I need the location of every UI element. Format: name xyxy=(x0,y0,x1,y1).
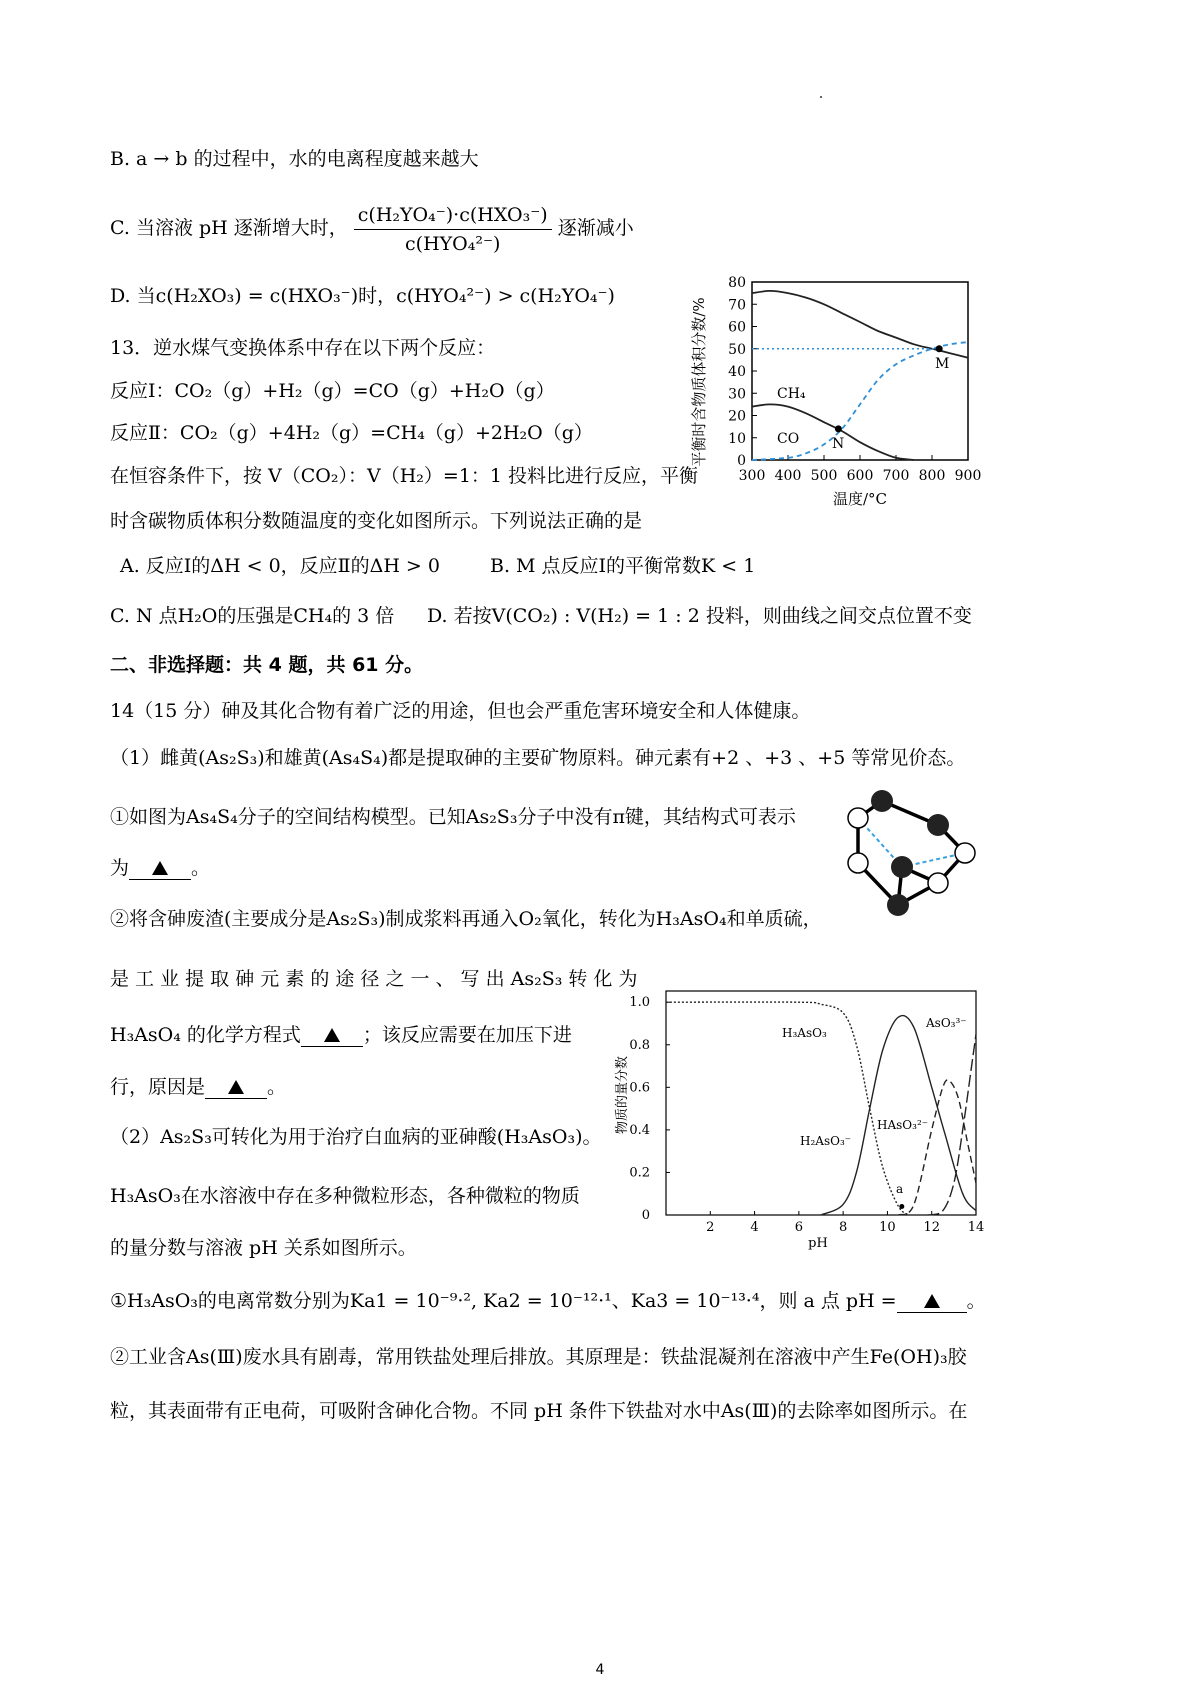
chart1-label-ch4: CH₄ xyxy=(777,386,806,402)
chart2-label-h2aso3: H₂AsO₃⁻ xyxy=(800,1134,852,1148)
q12-c-fraction xyxy=(354,203,552,256)
chart1-xtick-label: 500 xyxy=(810,468,838,484)
q14-part2-b: H₃AsO₃在水溶液中存在多种微粒形态，各种微粒的物质 xyxy=(110,1185,580,1207)
chart1-ytick-label: 50 xyxy=(728,341,746,358)
q14-part2-2b: 粒，其表面带有正电荷，可吸附含砷化合物。不同 pH 条件下铁盐对水中As(Ⅲ)的去除率如图所示。在 xyxy=(110,1400,968,1422)
q14-part1-2a: ②将含砷废渣(主要成分是As₂S₃)制成浆料再通入O₂氧化，转化为H₃AsO₄和单质硫， xyxy=(110,908,822,930)
q12-c-numerator: c(H₂YO₄⁻)·c(HXO₃⁻) xyxy=(354,203,552,230)
q12-c-prefix: C. 当溶液 pH 逐渐增大时， xyxy=(110,217,348,239)
q13-option-d: D. 若按V(CO₂) : V(H₂) = 1 : 2 投料，则曲线之间交点位置不变 xyxy=(427,605,972,627)
q12-c-suffix: 逐渐减小 xyxy=(557,217,634,239)
q12-option-d: D. 当c(H₂XO₃) = c(HXO₃⁻)时，c(HYO₄²⁻) > c(H₂YO₄⁻) xyxy=(110,285,615,307)
chart2-xtick-label: 6 xyxy=(794,1220,803,1235)
q14-part1-2d-text: 行，原因是 xyxy=(110,1076,206,1098)
triangle-icon xyxy=(228,1080,244,1094)
q14-part1: （1）雌黄(As₂S₃)和雄黄(As₄S₄)都是提取砷的主要矿物原料。砷元素有+2 、+3 、+5 等常见价态。 xyxy=(110,747,966,769)
q14-part2-1: ①H₃AsO₃的电离常数分别为Ka1 = 10⁻⁹·², Ka2 = 10⁻¹²·¹、Ka3 = 10⁻¹³·⁴，则 a 点 pH = 。 xyxy=(110,1290,986,1312)
q14-part1-1a: ①如图为As₄S₄分子的空间结构模型。已知As₂S₃分子中没有π键，其结构式可表示 xyxy=(110,806,796,828)
chart1-point-m xyxy=(936,345,943,352)
q14-part1-1b: 为 。 xyxy=(110,857,211,879)
as4s4-molecule-model xyxy=(840,785,1020,925)
q14-part1-2c xyxy=(110,1022,572,1048)
chart2-ylabel: 物质的量分数 xyxy=(615,1055,630,1135)
chart1-point-m-label: M xyxy=(935,356,950,372)
chart1-ylabel: 平衡时含物质体积分数/% xyxy=(690,297,708,467)
q14-part2-c: 的量分数与溶液 pH 关系如图所示。 xyxy=(110,1237,417,1259)
chart-temperature-volume-fraction xyxy=(680,262,1000,512)
chart1-point-n-label: N xyxy=(832,436,845,452)
chart2-ytick-label: 0.8 xyxy=(629,1037,650,1053)
q13-condition-1: 在恒容条件下，按 V（CO₂）：V（H₂）=1：1 投料比进行反应，平衡 xyxy=(110,465,699,487)
chart2-ytick-label: 0 xyxy=(641,1208,650,1223)
chart2-ytick-label: 1.0 xyxy=(629,995,650,1011)
q14-part1-2b: 是 工 业 提 取 砷 元 素 的 途 径 之 一 、 写 出 As₂S₃ 转 化 为 xyxy=(110,968,638,990)
chart2-ytick-label: 0.2 xyxy=(629,1165,650,1181)
chart2-point-a-label: a xyxy=(896,1182,904,1196)
q14-part1-2c-text: H₃AsO₄ 的化学方程式 xyxy=(110,1024,301,1046)
chart2-xtick-label: 12 xyxy=(923,1220,940,1235)
s-atom xyxy=(928,873,948,893)
chart1-ytick-label: 30 xyxy=(728,386,746,403)
section-2-heading: 二、非选择题：共 4 题，共 61 分。 xyxy=(110,654,424,676)
as-atom xyxy=(891,856,913,878)
chart-ph-species-fraction xyxy=(610,975,1000,1255)
chart2-label-h3aso3: H₃AsO₃ xyxy=(782,1026,827,1040)
triangle-icon xyxy=(152,861,168,875)
answer-blank-2[interactable] xyxy=(301,1024,363,1047)
speck xyxy=(820,96,822,98)
chart1-ytick-label: 80 xyxy=(728,275,746,291)
q12-c-denominator: c(HYO₄²⁻) xyxy=(405,232,501,255)
chart1-ytick-label: 20 xyxy=(728,408,746,425)
chart1-ytick-label: 60 xyxy=(728,319,746,336)
chart1-xtick-label: 800 xyxy=(918,468,946,484)
as-atom xyxy=(871,790,893,812)
chart2-xtick-label: 2 xyxy=(706,1220,715,1235)
q14-stem: 14（15 分）砷及其化合物有着广泛的用途，但也会严重危害环境安全和人体健康。 xyxy=(110,700,811,722)
q13-option-a: A. 反应Ⅰ的ΔH < 0，反应Ⅱ的ΔH > 0 xyxy=(120,555,440,577)
chart2-xtick-label: 10 xyxy=(879,1220,896,1235)
chart2-label-aso3: AsO₃³⁻ xyxy=(926,1016,967,1030)
q14-part2-1-text: ①H₃AsO₃的电离常数分别为Ka1 = 10⁻⁹·², Ka2 = 10⁻¹²·¹、Ka3 = 10⁻¹³·⁴，则 a 点 pH = xyxy=(110,1290,897,1312)
q14-part1-2d: 行，原因是 。 xyxy=(110,1076,287,1098)
chart2-xtick-label: 4 xyxy=(750,1220,759,1235)
q14-part1-2c-text2: ；该反应需要在加压下进 xyxy=(362,1024,572,1046)
chart2-ytick-label: 0.4 xyxy=(629,1122,650,1138)
chart2-xtick-label: 8 xyxy=(839,1220,848,1235)
q12-option-b: B. a → b 的过程中，水的电离程度越来越大 xyxy=(110,148,479,170)
q13-condition-2: 时含碳物质体积分数随温度的变化如图所示。下列说法正确的是 xyxy=(110,510,643,532)
s-atom xyxy=(848,808,868,828)
chart2-point-a xyxy=(899,1204,904,1209)
q13-option-c: C. N 点H₂O的压强是CH₄的 3 倍 xyxy=(110,605,395,627)
chart2-series-aso3 xyxy=(927,1034,976,1215)
answer-blank-3[interactable] xyxy=(205,1076,267,1099)
q14-part2-2a: ②工业含As(Ⅲ)废水具有剧毒，常用铁盐处理后排放。其原理是：铁盐混凝剂在溶液中产生Fe(OH)₃胶 xyxy=(110,1346,967,1368)
chart2-ytick-label: 0.6 xyxy=(629,1080,650,1096)
q13-reaction-1: 反应Ⅰ：CO₂（g）+H₂（g）=CO（g）+H₂O（g） xyxy=(110,380,555,402)
chart1-xlabel: 温度/°C xyxy=(832,490,888,508)
q13-option-b: B. M 点反应Ⅰ的平衡常数K < 1 xyxy=(490,555,756,577)
chart2-label-haso3: HAsO₃²⁻ xyxy=(877,1118,929,1132)
as-atom xyxy=(927,814,949,836)
chart2-series-haso3 xyxy=(899,1080,977,1215)
chart1-xtick-label: 700 xyxy=(882,468,910,484)
chart1-xtick-label: 900 xyxy=(954,468,982,484)
chart2-yticks xyxy=(629,995,670,1223)
molecule-bonds xyxy=(858,801,965,905)
q13-stem: 13．逆水煤气变换体系中存在以下两个反应： xyxy=(110,337,496,359)
q13-reaction-2: 反应Ⅱ：CO₂（g）+4H₂（g）=CH₄（g）+2H₂O（g） xyxy=(110,422,593,444)
chart1-xtick-label: 300 xyxy=(738,468,766,484)
answer-blank-4[interactable] xyxy=(897,1290,967,1313)
chart2-xtick-label: 14 xyxy=(967,1220,985,1235)
chart1-ytick-label: 70 xyxy=(728,297,746,314)
q12-option-c xyxy=(110,198,634,258)
q14-part2-a: （2）As₂S₃可转化为用于治疗白血病的亚砷酸(H₃AsO₃)。 xyxy=(110,1126,602,1148)
chart2-xlabel: pH xyxy=(808,1236,828,1251)
s-atom xyxy=(955,843,975,863)
chart1-label-co: CO xyxy=(777,431,800,447)
as-atom xyxy=(887,894,909,916)
triangle-icon xyxy=(324,1028,340,1042)
chart1-xtick-label: 600 xyxy=(846,468,874,484)
chart1-point-n xyxy=(835,425,842,432)
chart1-ytick-label: 10 xyxy=(728,430,746,447)
chart1-xtick-label: 400 xyxy=(774,468,802,484)
page-number: 4 xyxy=(595,1662,605,1678)
q14-part1-1b-text: 为 xyxy=(110,857,130,879)
chart1-ytick-label: 40 xyxy=(728,364,746,380)
triangle-icon xyxy=(924,1294,940,1308)
s-atom xyxy=(848,853,868,873)
answer-blank-1[interactable] xyxy=(129,857,191,880)
chart1-ytick-label: 0 xyxy=(737,453,746,469)
